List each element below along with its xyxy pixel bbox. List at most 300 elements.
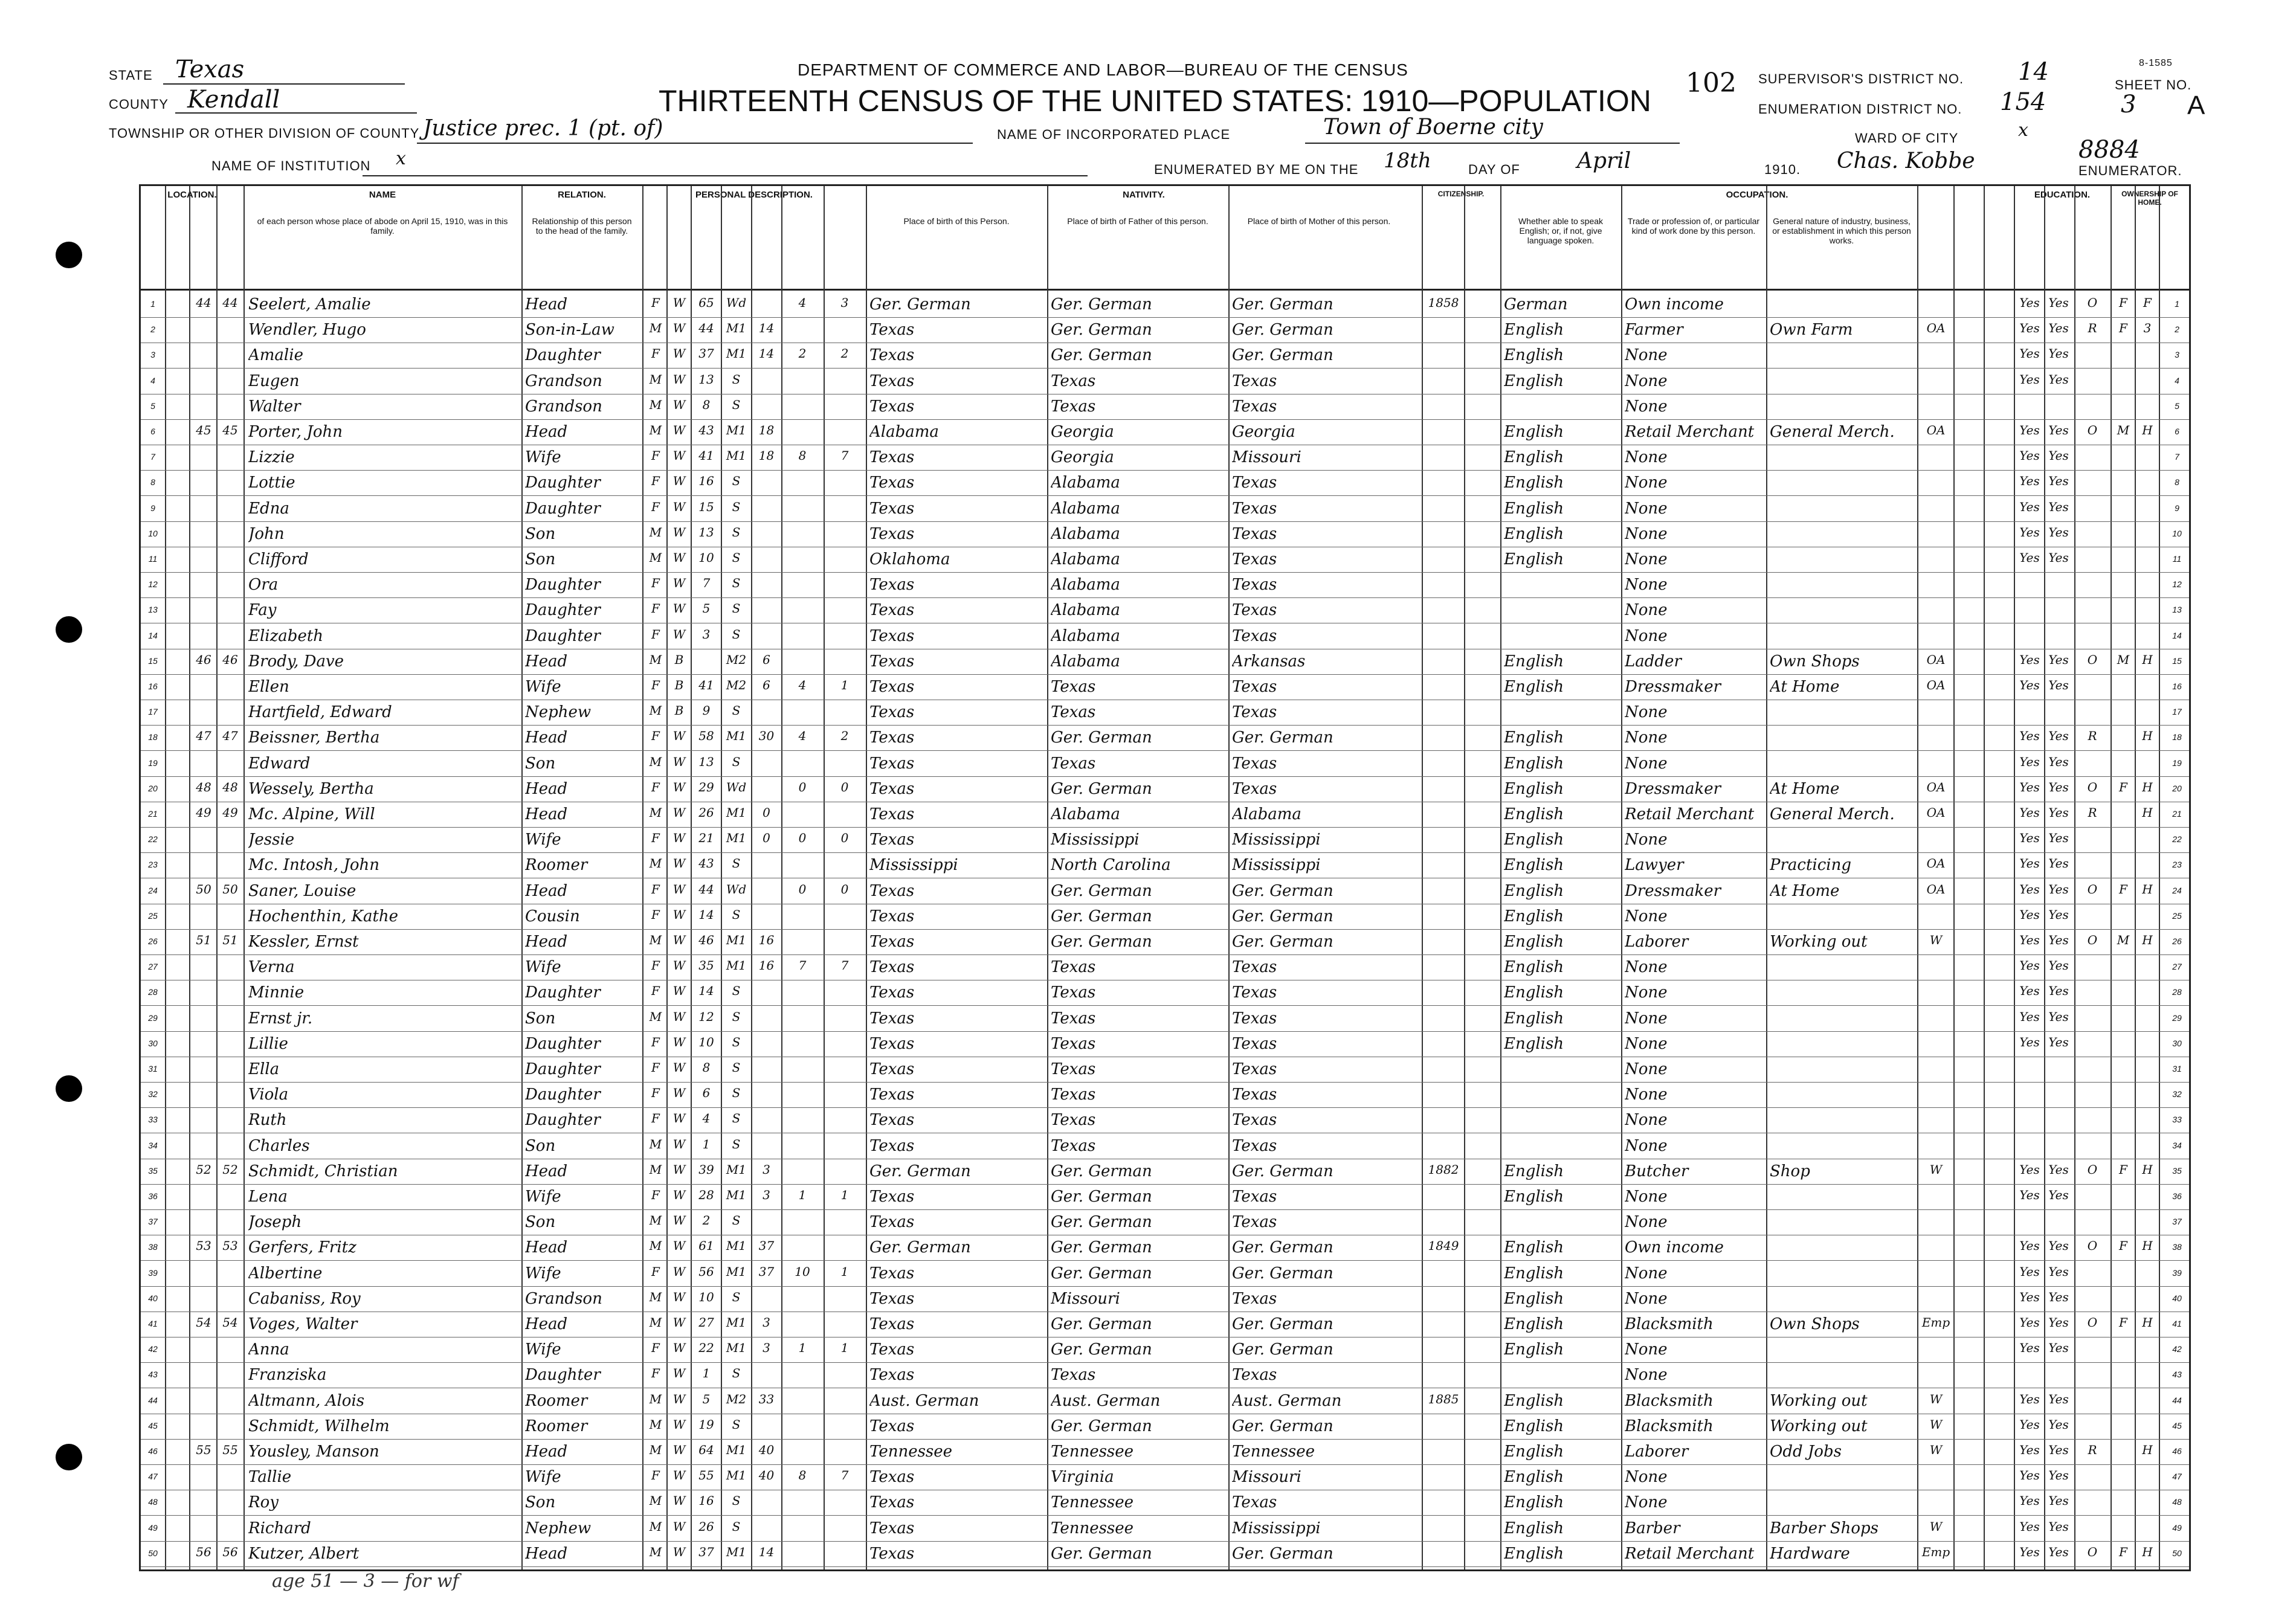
sex: M — [649, 321, 662, 336]
owned-rented: O — [2087, 1544, 2098, 1559]
person-name: Fay — [248, 601, 277, 620]
can-read: Yes — [2019, 754, 2040, 769]
race: W — [672, 779, 686, 794]
trade: None — [1625, 601, 1668, 620]
person-name: Hochenthin, Kathe — [248, 907, 399, 925]
family-number: 52 — [222, 1162, 238, 1177]
person-name: Amalie — [248, 346, 303, 365]
line-number: 23 — [2172, 860, 2182, 870]
birthplace: Texas — [869, 1341, 915, 1359]
enumerator-name: Chas. Kobbe — [1837, 149, 1975, 173]
age: 37 — [698, 346, 714, 361]
age: 16 — [698, 474, 714, 489]
table-row — [141, 929, 2189, 955]
can-write: Yes — [2048, 907, 2069, 922]
can-write: Yes — [2048, 1315, 2069, 1330]
table-row — [141, 980, 2189, 1006]
can-write: Yes — [2048, 295, 2069, 310]
father-birthplace: Texas — [1051, 958, 1096, 977]
can-write: Yes — [2048, 831, 2069, 846]
immigration-year: 1849 — [1428, 1238, 1459, 1254]
sex: M — [649, 423, 662, 437]
line-number: 2 — [2175, 324, 2179, 335]
age: 8 — [702, 1060, 711, 1075]
line-number: 31 — [2172, 1064, 2182, 1073]
line-number: 48 — [148, 1497, 158, 1507]
trade: None — [1625, 448, 1668, 467]
sex: M — [649, 1162, 662, 1177]
free-mortgaged: F — [2119, 295, 2127, 310]
table-row — [141, 369, 2189, 394]
farm-house: H — [2142, 933, 2153, 947]
race: W — [672, 933, 686, 947]
race: W — [672, 524, 686, 539]
race: W — [672, 474, 686, 489]
industry: General Merch. — [1770, 805, 1895, 823]
children-living: 1 — [840, 1188, 849, 1202]
person-name: Charles — [248, 1136, 310, 1155]
table-row — [141, 700, 2189, 726]
marital-status: S — [732, 1060, 741, 1075]
marital-status: S — [732, 576, 741, 591]
years-married: 14 — [758, 346, 775, 361]
table-row — [141, 1439, 2189, 1465]
line-number: 19 — [148, 758, 158, 768]
group-nativity: NATIVITY. — [1123, 190, 1165, 200]
table-row — [141, 292, 2189, 318]
language: English — [1504, 983, 1564, 1002]
person-name: Viola — [248, 1086, 289, 1104]
can-read: Yes — [2019, 448, 2040, 463]
person-name: Albertine — [248, 1264, 323, 1283]
ed-no: 154 — [2000, 88, 2046, 116]
enum-month: April — [1577, 149, 1631, 173]
family-number: 46 — [222, 652, 238, 667]
family-number: 44 — [222, 295, 238, 310]
birthplace: Texas — [869, 1468, 915, 1487]
trade: None — [1625, 1136, 1668, 1155]
relation: Head — [525, 933, 568, 951]
birthplace: Texas — [869, 1544, 915, 1563]
father-birthplace: Texas — [1051, 1366, 1096, 1385]
age: 44 — [698, 321, 714, 336]
can-read: Yes — [2019, 1238, 2040, 1254]
trade: None — [1625, 1493, 1668, 1512]
relation: Wife — [525, 1188, 561, 1206]
race: W — [672, 346, 686, 361]
race: W — [672, 831, 686, 846]
age: 64 — [698, 1443, 714, 1457]
line-number: 2 — [150, 324, 155, 335]
years-married: 0 — [763, 831, 770, 846]
owned-rented: O — [2087, 652, 2098, 667]
sex: F — [651, 678, 660, 692]
line-number: 50 — [2172, 1548, 2182, 1558]
sex: F — [651, 346, 660, 361]
place-label: NAME OF INCORPORATED PLACE — [997, 127, 1231, 142]
relation: Head — [525, 1544, 568, 1563]
person-name: Schmidt, Christian — [248, 1162, 398, 1180]
birthplace: Texas — [869, 703, 915, 722]
table-row — [141, 1464, 2189, 1490]
years-married: 6 — [763, 678, 770, 692]
person-name: Voges, Walter — [248, 1315, 358, 1333]
language: English — [1504, 1238, 1564, 1257]
race: W — [672, 601, 686, 616]
can-read: Yes — [2019, 958, 2040, 973]
language: English — [1504, 321, 1564, 340]
col-birth-mother: Place of birth of Mother of this person. — [1247, 216, 1391, 226]
birthplace: Oklahoma — [869, 550, 950, 568]
family-number: 55 — [222, 1443, 238, 1457]
table-row — [141, 674, 2189, 700]
marital-status: M1 — [726, 831, 747, 846]
years-married: 3 — [763, 1188, 770, 1202]
birthplace: Mississippi — [869, 856, 958, 875]
can-write: Yes — [2048, 372, 2069, 387]
line-number: 6 — [150, 426, 155, 436]
line-number: 33 — [148, 1115, 158, 1125]
race: W — [672, 1009, 686, 1024]
age: 26 — [698, 805, 714, 820]
farm-house: H — [2142, 1238, 2153, 1254]
race: W — [672, 397, 686, 412]
table-row — [141, 776, 2189, 802]
trade: None — [1625, 524, 1668, 543]
dwelling-number: 44 — [196, 295, 211, 310]
mother-birthplace: Ger. German — [1232, 729, 1333, 747]
birthplace: Texas — [869, 474, 915, 492]
birthplace: Texas — [869, 524, 915, 543]
race: W — [672, 729, 686, 744]
line-number: 17 — [148, 707, 158, 717]
age: 14 — [698, 983, 714, 999]
years-married: 3 — [763, 1341, 770, 1356]
line-number: 44 — [2172, 1395, 2182, 1405]
table-row — [141, 1388, 2189, 1414]
birthplace: Ger. German — [869, 295, 971, 314]
birthplace: Texas — [869, 1493, 915, 1512]
employer-status: OA — [1926, 779, 1946, 794]
sex: F — [651, 448, 660, 463]
table-row — [141, 1312, 2189, 1337]
mother-birthplace: Ger. German — [1232, 1417, 1333, 1435]
trade: Dressmaker — [1625, 881, 1721, 900]
person-name: Edward — [248, 754, 311, 773]
relation: Son — [525, 524, 556, 543]
marital-status: M2 — [726, 1391, 747, 1406]
person-name: Elizabeth — [248, 626, 324, 645]
farm-house: H — [2142, 1544, 2153, 1559]
family-number: 49 — [222, 805, 238, 820]
relation: Daughter — [525, 499, 601, 518]
table-row — [141, 1337, 2189, 1363]
mother-birthplace: Ger. German — [1232, 295, 1333, 314]
trade: Lawyer — [1625, 856, 1684, 875]
line-number: 35 — [2172, 1165, 2182, 1176]
sex: F — [651, 831, 660, 846]
age: 15 — [698, 499, 714, 514]
mother-birthplace: Texas — [1232, 703, 1277, 722]
supervisor-label: SUPERVISOR'S DISTRICT NO. — [1758, 71, 1964, 86]
trade: None — [1625, 1341, 1668, 1359]
dwelling-number: 46 — [196, 652, 211, 667]
relation: Daughter — [525, 1034, 601, 1053]
race: W — [672, 1086, 686, 1101]
can-read: Yes — [2019, 1468, 2040, 1483]
owned-rented: R — [2088, 1443, 2097, 1457]
trade: Own income — [1625, 295, 1724, 314]
children-born: 0 — [798, 881, 807, 896]
children-living: 7 — [840, 448, 849, 463]
can-write: Yes — [2048, 881, 2069, 896]
age: 16 — [698, 1493, 714, 1508]
language: English — [1504, 499, 1564, 518]
mother-birthplace: Ger. German — [1232, 907, 1333, 925]
person-name: Brody, Dave — [248, 652, 344, 671]
trade: None — [1625, 576, 1668, 594]
birthplace: Aust. German — [869, 1391, 979, 1410]
relation: Daughter — [525, 474, 601, 492]
trade: Laborer — [1625, 933, 1689, 951]
line-number: 27 — [2172, 962, 2182, 972]
sex: F — [651, 1264, 660, 1279]
years-married: 16 — [758, 958, 775, 973]
race: W — [672, 1136, 686, 1151]
father-birthplace: Alabama — [1051, 474, 1120, 492]
line-number: 16 — [2172, 681, 2182, 691]
sex: M — [649, 372, 662, 387]
table-row — [141, 572, 2189, 598]
owned-rented: O — [2087, 423, 2098, 437]
immigration-year: 1885 — [1428, 1391, 1459, 1406]
line-number: 30 — [148, 1038, 158, 1048]
person-name: Eugen — [248, 372, 300, 390]
line-number: 25 — [148, 910, 158, 921]
line-number: 49 — [2172, 1522, 2182, 1533]
relation: Daughter — [525, 626, 601, 645]
col-birth-person: Place of birth of this Person. — [903, 216, 1010, 226]
relation: Daughter — [525, 346, 601, 365]
sex: F — [651, 499, 660, 514]
relation: Head — [525, 1238, 568, 1257]
father-birthplace: Ger. German — [1051, 321, 1152, 340]
can-read: Yes — [2019, 1034, 2040, 1049]
sex: M — [649, 856, 662, 871]
table-row — [141, 954, 2189, 980]
birthplace: Texas — [869, 321, 915, 340]
marital-status: M1 — [726, 933, 747, 947]
children-living: 7 — [840, 958, 849, 973]
trade: None — [1625, 958, 1668, 977]
mother-birthplace: Arkansas — [1232, 652, 1306, 671]
relation: Wife — [525, 1341, 561, 1359]
col-language: Whether able to speak English; or, if not, give language spoken. — [1518, 216, 1604, 245]
years-married: 33 — [758, 1391, 775, 1406]
table-row — [141, 1235, 2189, 1261]
table-row — [141, 1057, 2189, 1083]
age: 5 — [702, 1391, 711, 1406]
marital-status: M1 — [726, 1238, 747, 1254]
language: English — [1504, 372, 1564, 390]
can-read: Yes — [2019, 1391, 2040, 1406]
owned-rented: O — [2087, 779, 2098, 794]
table-row — [141, 445, 2189, 471]
children-born: 8 — [798, 1468, 807, 1483]
can-write: Yes — [2048, 933, 2069, 947]
line-number: 43 — [2172, 1370, 2182, 1380]
relation: Wife — [525, 831, 561, 849]
can-write: Yes — [2048, 958, 2069, 973]
can-read: Yes — [2019, 1162, 2040, 1177]
mother-birthplace: Texas — [1232, 779, 1277, 798]
ed-label: ENUMERATION DISTRICT NO. — [1758, 101, 1962, 117]
race: W — [672, 295, 686, 310]
person-name: Beissner, Bertha — [248, 729, 380, 747]
marital-status: S — [732, 397, 741, 412]
table-row — [141, 1261, 2189, 1287]
farm-house: H — [2142, 729, 2153, 744]
sheet-letter: A — [2187, 91, 2206, 120]
sex: M — [649, 524, 662, 539]
can-write: Yes — [2048, 499, 2069, 514]
can-read: Yes — [2019, 907, 2040, 922]
father-birthplace: Missouri — [1051, 1289, 1120, 1308]
birthplace: Texas — [869, 881, 915, 900]
age: 19 — [698, 1417, 714, 1432]
employer-status: OA — [1926, 321, 1946, 336]
punch-hole-2 — [56, 616, 82, 643]
employer-status: Emp — [1921, 1315, 1950, 1330]
age: 10 — [698, 1289, 714, 1304]
marital-status: S — [732, 474, 741, 489]
birthplace: Texas — [869, 958, 915, 977]
industry: At Home — [1770, 779, 1840, 798]
can-write: Yes — [2048, 1034, 2069, 1049]
can-write: Yes — [2048, 779, 2069, 794]
farm-house: H — [2142, 805, 2153, 820]
sex: F — [651, 1366, 660, 1381]
table-row — [141, 1516, 2189, 1542]
line-number: 44 — [148, 1395, 158, 1405]
trade: None — [1625, 703, 1668, 722]
trade: Blacksmith — [1625, 1315, 1714, 1333]
mother-birthplace: Texas — [1232, 1060, 1277, 1078]
can-read: Yes — [2019, 550, 2040, 565]
father-birthplace: Georgia — [1051, 423, 1114, 441]
age: 39 — [698, 1162, 714, 1177]
mother-birthplace: Missouri — [1232, 1468, 1301, 1487]
sex: F — [651, 983, 660, 999]
table-row — [141, 1133, 2189, 1159]
can-write: Yes — [2048, 652, 2069, 667]
trade: None — [1625, 1289, 1668, 1308]
mother-birthplace: Mississippi — [1232, 831, 1321, 849]
years-married: 3 — [763, 1162, 770, 1177]
dwelling-number: 45 — [196, 423, 211, 437]
language: English — [1504, 907, 1564, 925]
table-row — [141, 802, 2189, 828]
sex: M — [649, 1009, 662, 1024]
can-write: Yes — [2048, 678, 2069, 692]
age: 13 — [698, 372, 714, 387]
line-number: 3 — [2175, 350, 2179, 360]
father-birthplace: Texas — [1051, 678, 1096, 696]
employer-status: OA — [1926, 856, 1946, 871]
employer-status: OA — [1926, 423, 1946, 437]
line-number: 28 — [148, 987, 158, 997]
family-number: 47 — [222, 729, 238, 744]
marital-status: S — [732, 1034, 741, 1049]
table-row — [141, 725, 2189, 751]
immigration-year: 1882 — [1428, 1162, 1459, 1177]
line-number: 34 — [148, 1140, 158, 1150]
owned-rented: O — [2087, 1315, 2098, 1330]
can-read: Yes — [2019, 729, 2040, 744]
race: W — [672, 1188, 686, 1202]
employer-status: W — [1929, 1391, 1943, 1406]
race: W — [672, 754, 686, 769]
children-born: 0 — [798, 831, 807, 846]
employer-status: OA — [1926, 652, 1946, 667]
line-number: 32 — [2172, 1089, 2182, 1099]
stamp-number: 8884 — [2078, 136, 2140, 164]
person-name: Kessler, Ernst — [248, 933, 359, 951]
language: English — [1504, 678, 1564, 696]
owned-rented: R — [2088, 321, 2097, 336]
father-birthplace: Alabama — [1051, 524, 1120, 543]
age: 5 — [702, 601, 711, 616]
relation: Daughter — [525, 576, 601, 594]
can-write: Yes — [2048, 346, 2069, 361]
sex: F — [651, 295, 660, 310]
dwelling-number: 51 — [196, 933, 211, 947]
mother-birthplace: Texas — [1232, 474, 1277, 492]
dwelling-number: 53 — [196, 1238, 211, 1254]
county-value: Kendall — [187, 86, 280, 114]
can-write: Yes — [2048, 729, 2069, 744]
race: W — [672, 1391, 686, 1406]
sex: F — [651, 1188, 660, 1202]
sex: F — [651, 626, 660, 642]
mother-birthplace: Ger. German — [1232, 1264, 1333, 1283]
mother-birthplace: Texas — [1232, 397, 1277, 416]
line-number: 29 — [2172, 1012, 2182, 1023]
father-birthplace: Texas — [1051, 1086, 1096, 1104]
can-write: Yes — [2048, 1341, 2069, 1356]
language: English — [1504, 1162, 1564, 1180]
line-number: 37 — [148, 1217, 158, 1227]
sex: M — [649, 1213, 662, 1228]
birthplace: Texas — [869, 729, 915, 747]
can-read: Yes — [2019, 1341, 2040, 1356]
relation: Head — [525, 1315, 568, 1333]
years-married: 14 — [758, 1544, 775, 1559]
mother-birthplace: Texas — [1232, 1188, 1277, 1206]
free-mortgaged: F — [2119, 1315, 2127, 1330]
line-number: 3 — [150, 350, 155, 360]
language: English — [1504, 474, 1564, 492]
race: W — [672, 576, 686, 591]
father-birthplace: Texas — [1051, 397, 1096, 416]
race: W — [672, 1264, 686, 1279]
can-write: Yes — [2048, 1188, 2069, 1202]
trade: Dressmaker — [1625, 779, 1721, 798]
children-born: 0 — [798, 779, 807, 794]
age: 8 — [702, 397, 711, 412]
table-row — [141, 419, 2189, 445]
can-read: Yes — [2019, 1188, 2040, 1202]
